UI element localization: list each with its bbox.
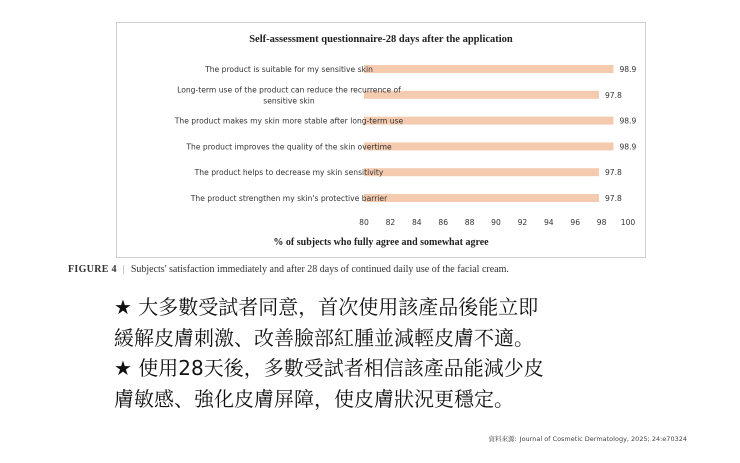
summary-line: ★ 大多數受試者同意，首次使用該產品後能立即	[114, 295, 539, 319]
x-tick-label: 96	[570, 218, 581, 227]
x-tick-label: 80	[359, 218, 369, 227]
bar	[364, 142, 613, 150]
bar	[364, 194, 599, 202]
x-tick-label: 98	[596, 218, 607, 227]
category-label: The product helps to decrease my skin sensitivity	[194, 168, 384, 178]
figure-caption	[68, 264, 688, 275]
data-label: 97.8	[604, 194, 622, 203]
category-label: Long-term use of the product can reduce the recurrence of	[177, 85, 401, 95]
summary-line: 緩解皮膚刺激、改善臉部紅腫並減輕皮膚不適。	[114, 325, 534, 350]
x-tick-label: 100	[620, 218, 636, 227]
caption-separator: |	[122, 264, 125, 275]
x-axis-label: % of subjects who fully agree and somewhat agree	[273, 237, 489, 248]
x-tick-label: 88	[464, 218, 475, 227]
category-label: The product is suitable for my sensitive skin	[205, 65, 373, 74]
caption-text: Subjects' satisfaction immediately and after 28 days of continued daily use of the facial cream.	[130, 264, 509, 275]
x-tick-label: 94	[543, 218, 554, 227]
source-citation	[488, 434, 690, 443]
source-label: 資料來源:	[488, 435, 517, 443]
summary-line: ★ 使用28天後，多數受試者相信該產品能減少皮	[114, 356, 544, 380]
x-tick-label: 92	[517, 218, 528, 227]
x-tick-label: 84	[411, 218, 422, 227]
category-label: The product makes my skin more stable after long-term use	[174, 116, 404, 126]
caption-label: FIGURE 4	[68, 264, 117, 275]
category-label: The product strengthen my skin's protective barrier	[190, 194, 388, 203]
x-tick-label: 86	[438, 218, 449, 227]
chart-title: Self-assessment questionnaire-28 days after the application	[249, 34, 513, 45]
summary-line: 膚敏感、強化皮膚屏障，使皮膚狀況更穩定。	[114, 386, 514, 411]
data-label: 97.8	[604, 90, 622, 100]
data-label: 98.9	[619, 142, 637, 152]
bar-chart	[117, 23, 645, 257]
data-label: 98.9	[619, 116, 637, 126]
bar	[364, 65, 613, 73]
data-label: 98.9	[619, 65, 637, 74]
data-label: 97.8	[604, 168, 622, 178]
category-label: sensitive skin	[263, 96, 315, 106]
summary-text	[114, 292, 674, 414]
bar	[364, 168, 599, 176]
chart-figure	[116, 22, 646, 258]
x-tick-label: 90	[491, 218, 501, 227]
source-text: Journal of Cosmetic Dermatology, 2025; 24:e70324	[519, 435, 687, 443]
category-label: The product improves the quality of the skin overtime	[186, 142, 392, 152]
x-tick-label: 82	[385, 218, 396, 227]
